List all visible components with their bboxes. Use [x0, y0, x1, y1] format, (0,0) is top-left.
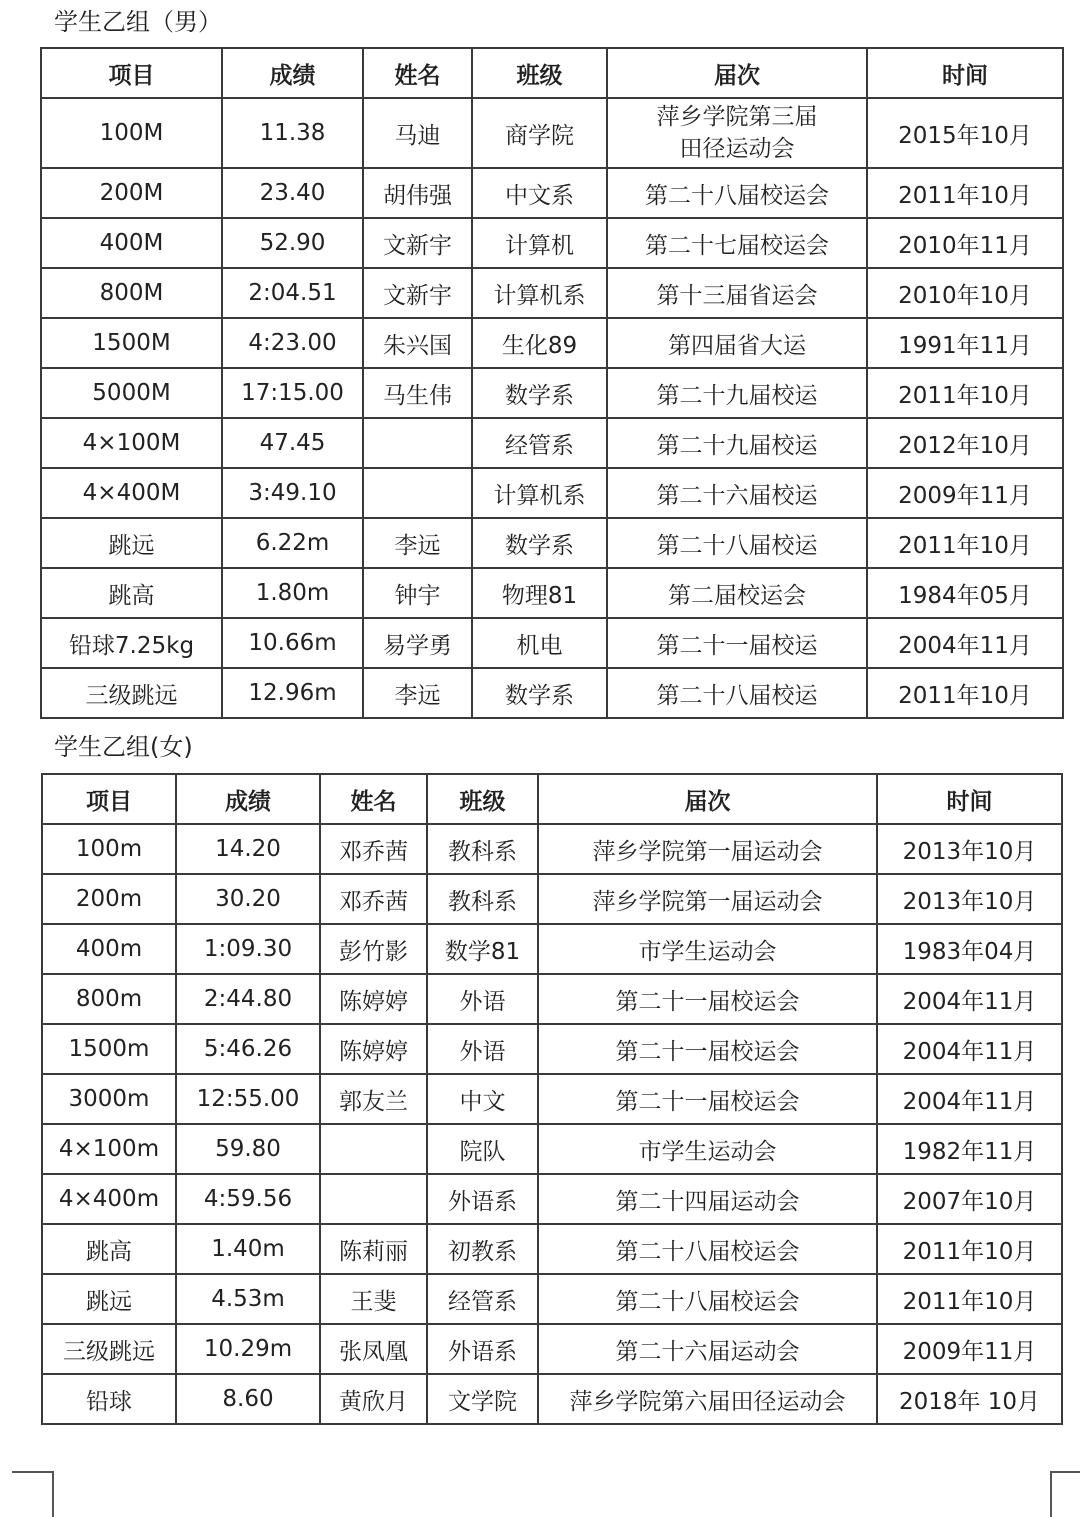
cell-name: 陈莉丽: [320, 1224, 427, 1274]
cell-name: 文新宇: [363, 268, 472, 318]
cell-event: 5000M: [41, 368, 222, 418]
cell-name: [320, 1124, 427, 1174]
header-date: 时间: [877, 774, 1062, 824]
table-row: [42, 1124, 1062, 1174]
cell-name: 张凤凰: [320, 1324, 427, 1374]
cell-event: 3000m: [42, 1074, 176, 1124]
cell-name: 黄欣月: [320, 1374, 427, 1424]
table-row: [41, 668, 1063, 718]
table-row: [42, 924, 1062, 974]
header-result: 成绩: [176, 774, 320, 824]
cell-date: 2011年10月: [867, 168, 1063, 218]
cell-name: [363, 418, 472, 468]
female-header-row: [42, 774, 1062, 824]
cell-event: 铅球7.25kg: [41, 618, 222, 668]
table-row: [41, 168, 1063, 218]
cell-class: 经管系: [427, 1274, 538, 1324]
table-row: [41, 368, 1063, 418]
cell-class: 机电: [472, 618, 607, 668]
cell-event: 三级跳远: [41, 668, 222, 718]
cell-session: 第二十一届校运会: [538, 1024, 877, 1074]
cell-result: 10.29m: [176, 1324, 320, 1374]
cell-class: 外语: [427, 974, 538, 1024]
header-class: 班级: [427, 774, 538, 824]
cell-result: 5:46.26: [176, 1024, 320, 1074]
cell-date: 2009年11月: [867, 468, 1063, 518]
cell-result: 10.66m: [222, 618, 363, 668]
cell-event: 800M: [41, 268, 222, 318]
cell-class: 计算机系: [472, 268, 607, 318]
cell-session: 第二十一届校运会: [538, 1074, 877, 1124]
cell-date: 2018年 10月: [877, 1374, 1062, 1424]
table-row: [42, 1374, 1062, 1424]
cell-event: 200m: [42, 874, 176, 924]
cell-date: 2011年10月: [867, 668, 1063, 718]
table-row: [41, 318, 1063, 368]
cell-name: 马生伟: [363, 368, 472, 418]
table-row: [42, 1224, 1062, 1274]
cell-name: 钟宇: [363, 568, 472, 618]
table-row: [42, 974, 1062, 1024]
cell-class: 文学院: [427, 1374, 538, 1424]
cell-date: 1991年11月: [867, 318, 1063, 368]
cell-date: 2010年10月: [867, 268, 1063, 318]
cell-session: 第二十八届校运会: [538, 1224, 877, 1274]
cell-result: 12:55.00: [176, 1074, 320, 1124]
cell-session: 第二十八届校运: [607, 518, 867, 568]
cell-result: 14.20: [176, 824, 320, 874]
cell-result: 52.90: [222, 218, 363, 268]
table-row: [42, 1274, 1062, 1324]
cell-class: 数学81: [427, 924, 538, 974]
cell-session: 第二十四届运动会: [538, 1174, 877, 1224]
cell-class: 数学系: [472, 668, 607, 718]
cell-class: 教科系: [427, 874, 538, 924]
male-records-table: [40, 47, 1064, 719]
cell-session: 萍乡学院第三届田径运动会: [607, 98, 867, 168]
cell-date: 2012年10月: [867, 418, 1063, 468]
cell-session: 第二十九届校运: [607, 368, 867, 418]
cell-class: 商学院: [472, 98, 607, 168]
cell-name: 郭友兰: [320, 1074, 427, 1124]
cell-session: 第二十六届运动会: [538, 1324, 877, 1374]
cell-class: 中文: [427, 1074, 538, 1124]
cell-date: 2010年11月: [867, 218, 1063, 268]
cell-result: 12.96m: [222, 668, 363, 718]
cell-event: 100M: [41, 98, 222, 168]
cell-result: 1.80m: [222, 568, 363, 618]
table-row: [41, 268, 1063, 318]
cell-session: 第二十一届校运会: [538, 974, 877, 1024]
male-section-title: 学生乙组（男）: [54, 8, 222, 36]
cell-session: 第二十一届校运: [607, 618, 867, 668]
cell-session: 第二十七届校运会: [607, 218, 867, 268]
table-row: [42, 1174, 1062, 1224]
female-section-title: 学生乙组(女): [54, 733, 193, 761]
table-row: [42, 1074, 1062, 1124]
table-row: [41, 418, 1063, 468]
cell-session: 第二十九届校运: [607, 418, 867, 468]
cell-class: 计算机: [472, 218, 607, 268]
header-name: 姓名: [363, 48, 472, 98]
cell-event: 铅球: [42, 1374, 176, 1424]
cell-name: 胡伟强: [363, 168, 472, 218]
cell-result: 4:59.56: [176, 1174, 320, 1224]
cell-class: 生化89: [472, 318, 607, 368]
header-session: 届次: [607, 48, 867, 98]
cell-class: 经管系: [472, 418, 607, 468]
cell-date: 1984年05月: [867, 568, 1063, 618]
cell-event: 4×400M: [41, 468, 222, 518]
table-row: [42, 1324, 1062, 1374]
cell-event: 4×100M: [41, 418, 222, 468]
cell-name: 李远: [363, 668, 472, 718]
cell-class: 中文系: [472, 168, 607, 218]
cell-name: 易学勇: [363, 618, 472, 668]
cell-result: 6.22m: [222, 518, 363, 568]
cell-event: 4×400m: [42, 1174, 176, 1224]
table-row: [41, 218, 1063, 268]
page-corner-mark-left: [12, 1471, 54, 1517]
cell-date: 2011年10月: [877, 1224, 1062, 1274]
cell-date: 2004年11月: [877, 974, 1062, 1024]
cell-class: 数学系: [472, 368, 607, 418]
table-row: [42, 874, 1062, 924]
cell-result: 8.60: [176, 1374, 320, 1424]
cell-date: 2011年10月: [877, 1274, 1062, 1324]
cell-result: 1.40m: [176, 1224, 320, 1274]
male-header-row: [41, 48, 1063, 98]
cell-result: 11.38: [222, 98, 363, 168]
table-row: [42, 1024, 1062, 1074]
cell-session: 市学生运动会: [538, 924, 877, 974]
cell-result: 4:23.00: [222, 318, 363, 368]
cell-name: 李远: [363, 518, 472, 568]
cell-result: 2:44.80: [176, 974, 320, 1024]
cell-result: 4.53m: [176, 1274, 320, 1324]
cell-class: 外语: [427, 1024, 538, 1074]
page-corner-mark-right: [1050, 1471, 1080, 1517]
cell-result: 23.40: [222, 168, 363, 218]
cell-date: 2011年10月: [867, 368, 1063, 418]
cell-date: 1983年04月: [877, 924, 1062, 974]
table-row: [41, 568, 1063, 618]
cell-date: 2007年10月: [877, 1174, 1062, 1224]
cell-event: 跳高: [41, 568, 222, 618]
cell-result: 47.45: [222, 418, 363, 468]
header-event: 项目: [41, 48, 222, 98]
table-row: [42, 824, 1062, 874]
table-row: [41, 518, 1063, 568]
cell-event: 4×100m: [42, 1124, 176, 1174]
cell-name: 彭竹影: [320, 924, 427, 974]
cell-result: 1:09.30: [176, 924, 320, 974]
table-row: [41, 618, 1063, 668]
table-row: [41, 98, 1063, 168]
cell-result: 30.20: [176, 874, 320, 924]
header-event: 项目: [42, 774, 176, 824]
cell-class: 外语系: [427, 1324, 538, 1374]
cell-name: 马迪: [363, 98, 472, 168]
cell-date: 2004年11月: [877, 1024, 1062, 1074]
table-row: [41, 468, 1063, 518]
female-records-table: [41, 773, 1063, 1425]
cell-name: 朱兴国: [363, 318, 472, 368]
cell-event: 1500M: [41, 318, 222, 368]
header-name: 姓名: [320, 774, 427, 824]
cell-result: 59.80: [176, 1124, 320, 1174]
cell-date: 2011年10月: [867, 518, 1063, 568]
cell-event: 跳远: [42, 1274, 176, 1324]
cell-date: 2013年10月: [877, 874, 1062, 924]
cell-session: 市学生运动会: [538, 1124, 877, 1174]
cell-session: 第二十八届校运会: [538, 1274, 877, 1324]
cell-class: 计算机系: [472, 468, 607, 518]
cell-event: 三级跳远: [42, 1324, 176, 1374]
cell-result: 17:15.00: [222, 368, 363, 418]
cell-class: 院队: [427, 1124, 538, 1174]
cell-date: 2004年11月: [877, 1074, 1062, 1124]
cell-date: 2004年11月: [867, 618, 1063, 668]
cell-session: 萍乡学院第一届运动会: [538, 874, 877, 924]
header-class: 班级: [472, 48, 607, 98]
cell-date: 2015年10月: [867, 98, 1063, 168]
cell-event: 400M: [41, 218, 222, 268]
cell-date: 1982年11月: [877, 1124, 1062, 1174]
cell-name: [363, 468, 472, 518]
cell-date: 2013年10月: [877, 824, 1062, 874]
cell-session: 萍乡学院第六届田径运动会: [538, 1374, 877, 1424]
cell-name: 陈婷婷: [320, 1024, 427, 1074]
cell-event: 400m: [42, 924, 176, 974]
header-result: 成绩: [222, 48, 363, 98]
cell-session: 第四届省大运: [607, 318, 867, 368]
cell-name: 邓乔茜: [320, 874, 427, 924]
cell-session: 第二十六届校运: [607, 468, 867, 518]
cell-result: 2:04.51: [222, 268, 363, 318]
cell-session: 第二届校运会: [607, 568, 867, 618]
cell-event: 跳高: [42, 1224, 176, 1274]
cell-event: 1500m: [42, 1024, 176, 1074]
cell-session: 第二十八届校运会: [607, 168, 867, 218]
cell-event: 100m: [42, 824, 176, 874]
cell-session: 萍乡学院第一届运动会: [538, 824, 877, 874]
cell-result: 3:49.10: [222, 468, 363, 518]
cell-name: 文新宇: [363, 218, 472, 268]
cell-event: 200M: [41, 168, 222, 218]
cell-class: 初教系: [427, 1224, 538, 1274]
cell-name: 陈婷婷: [320, 974, 427, 1024]
cell-event: 跳远: [41, 518, 222, 568]
cell-session: 第十三届省运会: [607, 268, 867, 318]
cell-name: 王斐: [320, 1274, 427, 1324]
cell-session: 第二十八届校运: [607, 668, 867, 718]
header-date: 时间: [867, 48, 1063, 98]
cell-name: 邓乔茜: [320, 824, 427, 874]
cell-name: [320, 1174, 427, 1224]
cell-event: 800m: [42, 974, 176, 1024]
header-session: 届次: [538, 774, 877, 824]
cell-class: 数学系: [472, 518, 607, 568]
cell-class: 教科系: [427, 824, 538, 874]
cell-date: 2009年11月: [877, 1324, 1062, 1374]
cell-class: 外语系: [427, 1174, 538, 1224]
cell-class: 物理81: [472, 568, 607, 618]
